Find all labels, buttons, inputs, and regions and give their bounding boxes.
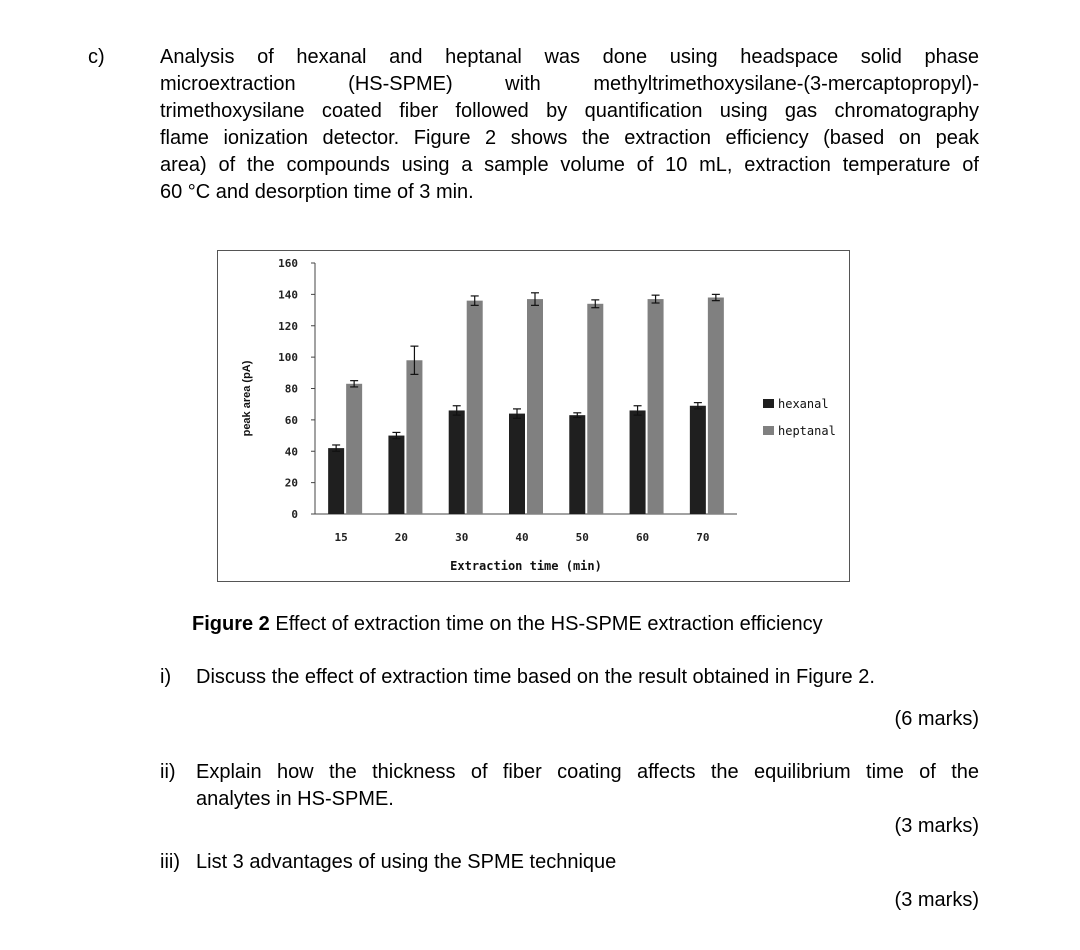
y-tick-label: 60 — [284, 413, 298, 427]
bar-heptanal — [648, 299, 664, 514]
bar-heptanal — [587, 304, 603, 514]
paragraph-line: flame ionization detector. Figure 2 shows the extraction efficiency (based on peak — [160, 127, 979, 149]
bar-hexanal — [328, 448, 344, 514]
bar-chart-svg — [218, 251, 851, 583]
paragraph-line: trimethoxysilane coated fiber followed by quantification using gas chromatography — [160, 100, 979, 122]
x-tick-label: 20 — [394, 531, 409, 544]
question-paragraph — [160, 44, 979, 206]
x-tick-label: 50 — [575, 531, 589, 544]
x-tick-label: 40 — [515, 531, 529, 544]
x-axis-title: Extraction time (min) — [450, 559, 602, 573]
legend-label-heptanal: heptanal — [778, 424, 836, 438]
bar-hexanal — [690, 406, 706, 514]
y-tick-label: 40 — [284, 445, 298, 459]
bar-hexanal — [630, 410, 646, 514]
subquestion-line: Explain how the thickness of fiber coating affects the equilibrium time of the — [196, 761, 979, 783]
bar-heptanal — [346, 384, 362, 514]
y-tick-label: 100 — [278, 351, 298, 365]
subquestion-text — [196, 849, 979, 876]
subquestion-line: Discuss the effect of extraction time based on the result obtained in Figure 2. — [196, 666, 875, 688]
legend-label-hexanal: hexanal — [778, 397, 829, 411]
marks-label: (3 marks) — [894, 889, 979, 911]
legend-swatch-heptanal — [763, 426, 774, 435]
subquestion-number: iii) — [160, 851, 180, 873]
figure-2-chart — [217, 250, 850, 582]
bar-hexanal — [509, 414, 525, 514]
question-label: c) — [88, 46, 105, 68]
subquestion-text — [196, 664, 979, 691]
legend-swatch-hexanal — [763, 399, 774, 408]
bar-hexanal — [388, 436, 404, 514]
figure-caption-text: Effect of extraction time on the HS-SPME extraction efficiency — [269, 613, 823, 635]
x-tick-label: 15 — [334, 531, 348, 544]
paragraph-line: Analysis of hexanal and heptanal was done using headspace solid phase — [160, 46, 979, 68]
bar-heptanal — [467, 301, 483, 514]
y-tick-label: 80 — [284, 382, 298, 396]
bar-heptanal — [527, 299, 543, 514]
marks-label: (3 marks) — [894, 815, 979, 837]
x-tick-label: 60 — [635, 531, 650, 544]
figure-caption-label: Figure 2 — [192, 613, 270, 635]
subquestion-line: analytes in HS-SPME. — [196, 788, 394, 810]
bar-hexanal — [569, 415, 585, 514]
bar-heptanal — [406, 360, 422, 514]
x-tick-label: 70 — [696, 531, 710, 544]
y-tick-label: 20 — [284, 476, 298, 490]
y-tick-label: 0 — [291, 508, 298, 521]
bar-hexanal — [449, 410, 465, 514]
x-tick-label: 30 — [455, 531, 469, 544]
y-axis-title: peak area (pA) — [241, 360, 253, 437]
subquestion-line: List 3 advantages of using the SPME technique — [196, 851, 617, 873]
paragraph-line: 60 °C and desorption time of 3 min. — [160, 181, 474, 203]
bar-heptanal — [708, 298, 724, 514]
subquestion-number: ii) — [160, 761, 176, 783]
y-tick-label: 160 — [278, 257, 298, 270]
marks-label: (6 marks) — [894, 708, 979, 730]
subquestion-number: i) — [160, 666, 172, 688]
y-tick-label: 120 — [278, 319, 298, 333]
paragraph-line: area) of the compounds using a sample volume of 10 mL, extraction temperature of — [160, 154, 979, 176]
subquestion-text — [196, 759, 979, 813]
figure-caption — [192, 611, 823, 638]
paragraph-line: microextraction (HS-SPME) with methyltrimethoxysilane-(3-mercaptopropyl)- — [160, 73, 979, 95]
y-tick-label: 140 — [278, 288, 298, 302]
